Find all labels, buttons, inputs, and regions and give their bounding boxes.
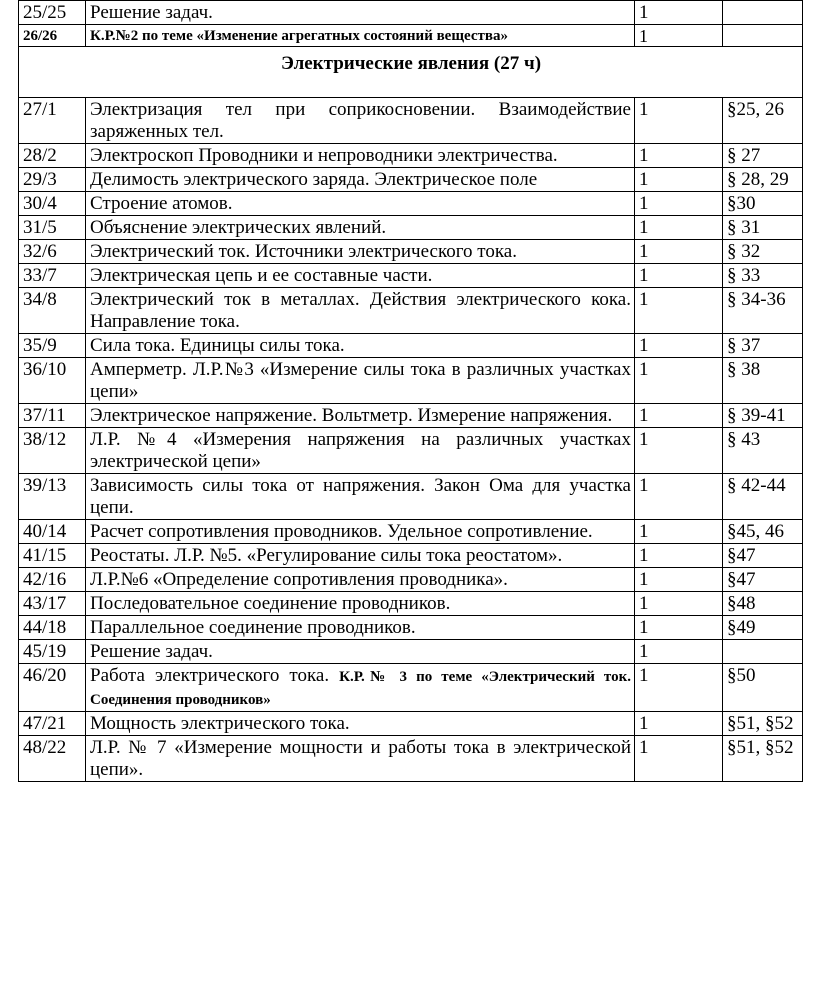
table-row	[19, 144, 803, 168]
hours-cell: 1	[635, 192, 723, 216]
paragraph-cell: §47	[723, 568, 803, 592]
paragraph-cell: §49	[723, 616, 803, 640]
table-row	[19, 544, 803, 568]
hours-cell: 1	[635, 98, 723, 144]
lesson-topic-text: Работа электрического тока.	[90, 665, 330, 686]
paragraph-cell: § 39-41	[723, 404, 803, 428]
lesson-number-cell: 34/8	[19, 288, 86, 334]
lesson-number-cell: 32/6	[19, 240, 86, 264]
hours-cell: 1	[635, 240, 723, 264]
paragraph-cell: §51, §52	[723, 736, 803, 782]
paragraph-cell: §51, §52	[723, 712, 803, 736]
table-row	[19, 98, 803, 144]
hours-cell: 1	[635, 334, 723, 358]
paragraph-cell: § 42-44	[723, 474, 803, 520]
paragraph-cell: §30	[723, 192, 803, 216]
lesson-topic-cell: Электризация тел при соприкосновении. Взаимодействие заряженных тел.	[86, 98, 635, 144]
table-row	[19, 334, 803, 358]
lesson-topic-cell: Строение атомов.	[86, 192, 635, 216]
hours-cell: 1	[635, 736, 723, 782]
hours-cell: 1	[635, 144, 723, 168]
hours-cell: 1	[635, 568, 723, 592]
paragraph-cell: § 28, 29	[723, 168, 803, 192]
lesson-topic-cell: Мощность электрического тока.	[86, 712, 635, 736]
lesson-topic-cell: Параллельное соединение проводников.	[86, 616, 635, 640]
lesson-topic-cell: Объяснение электрических явлений.	[86, 216, 635, 240]
lesson-topic-cell: Последовательное соединение проводников.	[86, 592, 635, 616]
lesson-topic-cell: Л.Р. №4 «Измерения напряжения на различных участках электрической цепи»	[86, 428, 635, 474]
table-row	[19, 592, 803, 616]
paragraph-cell: § 34-36	[723, 288, 803, 334]
lesson-number-cell: 42/16	[19, 568, 86, 592]
lesson-number-cell: 29/3	[19, 168, 86, 192]
paragraph-cell: §48	[723, 592, 803, 616]
table-row	[19, 664, 803, 712]
lesson-number-cell: 36/10	[19, 358, 86, 404]
lesson-number-cell: 33/7	[19, 264, 86, 288]
lesson-number-cell: 30/4	[19, 192, 86, 216]
paragraph-cell: §25, 26	[723, 98, 803, 144]
hours-cell: 1	[635, 358, 723, 404]
lesson-topic-cell: Электрический ток. Источники электрического тока.	[86, 240, 635, 264]
lesson-topic-cell: Л.Р.№6 «Определение сопротивления проводника».	[86, 568, 635, 592]
lesson-number-cell: 38/12	[19, 428, 86, 474]
lesson-number-cell: 39/13	[19, 474, 86, 520]
hours-cell: 1	[635, 616, 723, 640]
paragraph-cell: § 38	[723, 358, 803, 404]
lesson-number-cell: 43/17	[19, 592, 86, 616]
table-row	[19, 168, 803, 192]
table-row	[19, 358, 803, 404]
paragraph-cell: § 32	[723, 240, 803, 264]
paragraph-cell: §47	[723, 544, 803, 568]
table-row	[19, 1, 803, 25]
section-header-row	[19, 47, 803, 98]
hours-cell: 1	[635, 520, 723, 544]
lesson-number-cell: 41/15	[19, 544, 86, 568]
table-row	[19, 240, 803, 264]
table-row	[19, 712, 803, 736]
lesson-topic-cell: Сила тока. Единицы силы тока.	[86, 334, 635, 358]
paragraph-cell: § 27	[723, 144, 803, 168]
lesson-number-cell: 40/14	[19, 520, 86, 544]
lesson-number-cell: 28/2	[19, 144, 86, 168]
table-row	[19, 216, 803, 240]
paragraph-cell	[723, 1, 803, 25]
lesson-number-cell: 31/5	[19, 216, 86, 240]
paragraph-cell	[723, 640, 803, 664]
lesson-number-cell: 45/19	[19, 640, 86, 664]
paragraph-cell: §50	[723, 664, 803, 712]
lesson-number-cell: 35/9	[19, 334, 86, 358]
lesson-topic-cell: К.Р.№2 по теме «Изменение агрегатных состояний вещества»	[86, 25, 635, 47]
lesson-topic-cell: Л.Р. № 7 «Измерение мощности и работы тока в электрической цепи».	[86, 736, 635, 782]
lesson-topic-cell: Реостаты. Л.Р. №5. «Регулирование силы тока реостатом».	[86, 544, 635, 568]
hours-cell: 1	[635, 592, 723, 616]
lesson-number-cell: 27/1	[19, 98, 86, 144]
table-row	[19, 428, 803, 474]
table-row	[19, 264, 803, 288]
section-title: Электрические явления (27 ч)	[19, 47, 803, 98]
lesson-topic-cell: Решение задач.	[86, 640, 635, 664]
hours-cell: 1	[635, 664, 723, 712]
hours-cell: 1	[635, 216, 723, 240]
table-row	[19, 288, 803, 334]
hours-cell: 1	[635, 264, 723, 288]
table-row	[19, 25, 803, 47]
hours-cell: 1	[635, 428, 723, 474]
table-row	[19, 404, 803, 428]
table-row	[19, 736, 803, 782]
hours-cell: 1	[635, 168, 723, 192]
hours-cell: 1	[635, 474, 723, 520]
paragraph-cell: § 37	[723, 334, 803, 358]
paragraph-cell: § 43	[723, 428, 803, 474]
lesson-number-cell: 47/21	[19, 712, 86, 736]
paragraph-cell	[723, 25, 803, 47]
lesson-topic-cell	[86, 664, 635, 712]
lesson-topic-cell: Электрическое напряжение. Вольтметр. Измерение напряжения.	[86, 404, 635, 428]
lesson-topic-cell: Электроскоп Проводники и непроводники электричества.	[86, 144, 635, 168]
lesson-topic-cell: Делимость электрического заряда. Электрическое поле	[86, 168, 635, 192]
lesson-number-cell: 37/11	[19, 404, 86, 428]
lesson-number-cell: 48/22	[19, 736, 86, 782]
hours-cell: 1	[635, 712, 723, 736]
lesson-topic-cell: Электрическая цепь и ее составные части.	[86, 264, 635, 288]
lesson-topic-cell: Амперметр. Л.Р.№3 «Измерение силы тока в различных участках цепи»	[86, 358, 635, 404]
lesson-topic-cell: Решение задач.	[86, 1, 635, 25]
table-row	[19, 616, 803, 640]
table-row	[19, 520, 803, 544]
table-row	[19, 568, 803, 592]
hours-cell: 1	[635, 1, 723, 25]
hours-cell: 1	[635, 640, 723, 664]
table-row	[19, 192, 803, 216]
paragraph-cell: § 33	[723, 264, 803, 288]
lesson-plan-table	[18, 0, 803, 782]
control-work-text: К.Р.№ 3 по теме «Электрический ток. Соединения проводников»	[90, 669, 631, 708]
hours-cell: 1	[635, 404, 723, 428]
paragraph-cell: §45, 46	[723, 520, 803, 544]
paragraph-cell: § 31	[723, 216, 803, 240]
lesson-number-cell: 25/25	[19, 1, 86, 25]
table-row	[19, 474, 803, 520]
hours-cell: 1	[635, 288, 723, 334]
table-row	[19, 640, 803, 664]
lesson-number-cell: 46/20	[19, 664, 86, 712]
lesson-topic-cell: Расчет сопротивления проводников. Удельное сопротивление.	[86, 520, 635, 544]
hours-cell: 1	[635, 25, 723, 47]
hours-cell: 1	[635, 544, 723, 568]
lesson-number-cell: 26/26	[19, 25, 86, 47]
lesson-topic-cell: Электрический ток в металлах. Действия электрического кока. Направление тока.	[86, 288, 635, 334]
lesson-topic-cell: Зависимость силы тока от напряжения. Закон Ома для участка цепи.	[86, 474, 635, 520]
lesson-number-cell: 44/18	[19, 616, 86, 640]
